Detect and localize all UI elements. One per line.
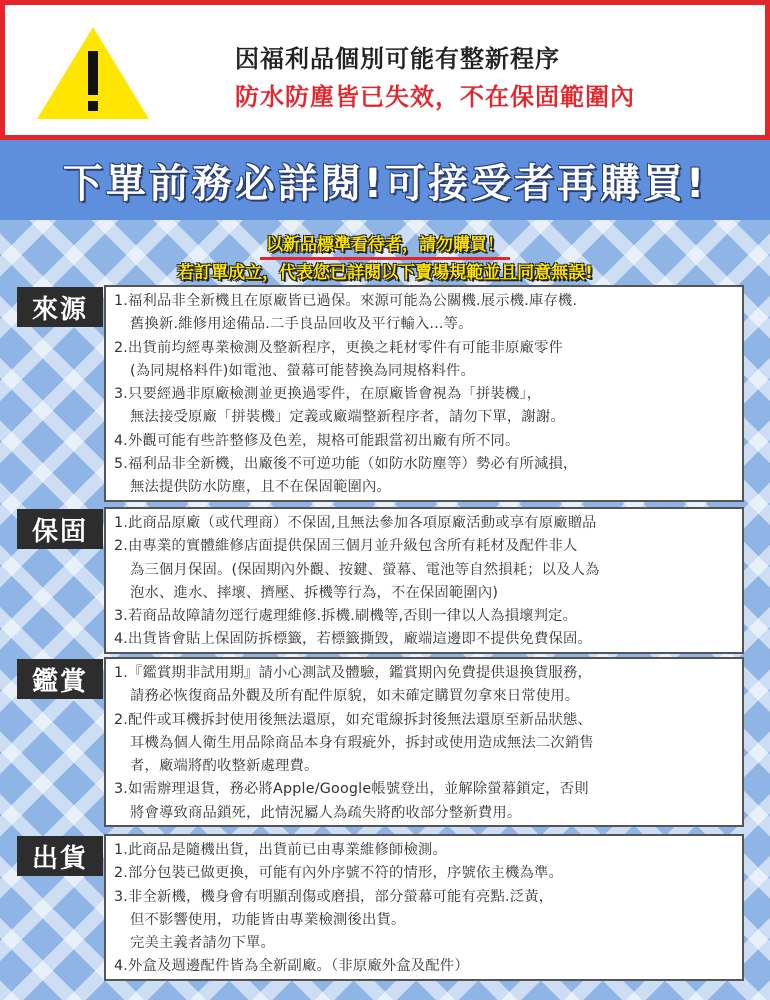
section-line: 耳機為個人衛生用品除商品本身有瑕疵外，拆封或使用造成無法二次銷售 xyxy=(130,734,594,751)
section-line: 2.部分包裝已做更換，可能有內外序號不符的情形，序號依主機為準。 xyxy=(114,865,563,882)
section-line: 4.外觀可能有些許整修及色差，規格可能跟當初出廠有所不同。 xyxy=(114,432,520,449)
title-banner xyxy=(0,140,770,220)
section-line: 3.若商品故障請勿逕行處理維修.拆機.刷機等,否則一律以人為損壞判定。 xyxy=(114,608,578,625)
section-line: 1.『鑑賞期非試用期』請小心測試及體驗，鑑賞期內免費提供退換貨服務， xyxy=(114,665,592,681)
section-tag-warranty: 保固 xyxy=(17,509,103,549)
section-line: 無法接受原廠「拼裝機」定義或廠端整新程序者，請勿下單，謝謝。 xyxy=(130,409,565,426)
section-tag-appraisal: 鑑賞 xyxy=(17,659,103,699)
section-tag-source: 來源 xyxy=(17,287,103,327)
notice-line-2 xyxy=(0,256,770,288)
section-line: 1.福利品非全新機且在原廠皆已過保。來源可能為公關機.展示機.庫存機. xyxy=(114,293,578,309)
section-line: 4.出貨皆會貼上保固防拆標籤，若標籤撕毀，廠端這邊即不提供免費保固。 xyxy=(114,631,592,648)
section-tag-shipping: 出貨 xyxy=(17,836,103,876)
section-box-appraisal xyxy=(104,657,744,827)
section-line: 2.出貨前均經專業檢測及整新程序，更換之耗材零件有可能非原廠零件 xyxy=(114,339,563,356)
section-box-shipping xyxy=(104,834,744,981)
section-box-source xyxy=(104,285,744,502)
section-line: 3.如需辦理退貨，務必將Apple/Google帳號登出，並解除螢幕鎖定，否則 xyxy=(114,781,589,798)
section-line: 舊換新.維修用途備品.二手良品回收及平行輸入...等。 xyxy=(130,316,473,333)
section-line: 3.只要經過非原廠檢測並更換過零件，在原廠皆會視為「拼裝機」， xyxy=(114,386,542,403)
section-line: 將會導致商品鎖死，此情況屬人為疏失將酌收部分整新費用。 xyxy=(130,804,522,821)
section-box-warranty xyxy=(104,507,744,654)
section-line: 4.外盒及週邊配件皆為全新副廠。（非原廠外盒及配件） xyxy=(114,958,469,975)
section-line: 1.此商品是隨機出貨，出貨前已由專業維修師檢測。 xyxy=(114,842,447,858)
warning-triangle-icon xyxy=(33,23,153,123)
warning-line-2: 防水防塵皆已失效，不在保固範圍內 xyxy=(235,83,635,111)
notice-text-1: 以新品標準看待者，請勿購買！ xyxy=(260,228,510,260)
section-line: 請務必恢復商品外觀及所有配件原貌，如未確定購買勿拿來日常使用。 xyxy=(130,688,580,705)
section-line: 者，廠端將酌收整新處理費。 xyxy=(130,758,319,775)
section-line: 為三個月保固。(保固期內外觀、按鍵、螢幕、電池等自然損耗；以及人為 xyxy=(130,561,600,578)
section-line: 完美主義者請勿下單。 xyxy=(130,935,275,952)
section-line: 泡水、進水、摔壞、擠壓、拆機等行為，不在保固範圍內) xyxy=(130,584,499,601)
section-line: 3.非全新機，機身會有明顯刮傷或磨損，部分螢幕可能有亮點.泛黃， xyxy=(114,888,554,905)
warning-line-1: 因福利品個別可能有整新程序 xyxy=(235,45,560,73)
notice-text-2: 若訂單成立，代表您已詳閱以下賣場規範並且同意無誤! xyxy=(171,256,599,288)
section-line: (為同規格料件)如電池、螢幕可能替換為同規格料件。 xyxy=(130,362,475,379)
section-line: 1.此商品原廠（或代理商）不保固,且無法參加各項原廠活動或享有原廠贈品 xyxy=(114,515,597,531)
section-line: 但不影響使用，功能皆由專業檢測後出貨。 xyxy=(130,911,406,928)
banner-title: 下單前務必詳閱!可接受者再購買! xyxy=(62,160,708,207)
warning-header xyxy=(0,0,770,140)
section-line: 5.福利品非全新機，出廠後不可逆功能（如防水防塵等）勢必有所減損， xyxy=(114,456,578,473)
section-line: 2.由專業的實體維修店面提供保固三個月並升級包含所有耗材及配件非人 xyxy=(114,538,578,555)
section-line: 2.配件或耳機拆封使用後無法還原，如充電線拆封後無法還原至新品狀態、 xyxy=(114,711,592,728)
section-line: 無法提供防水防塵，且不在保固範圍內。 xyxy=(130,479,391,496)
